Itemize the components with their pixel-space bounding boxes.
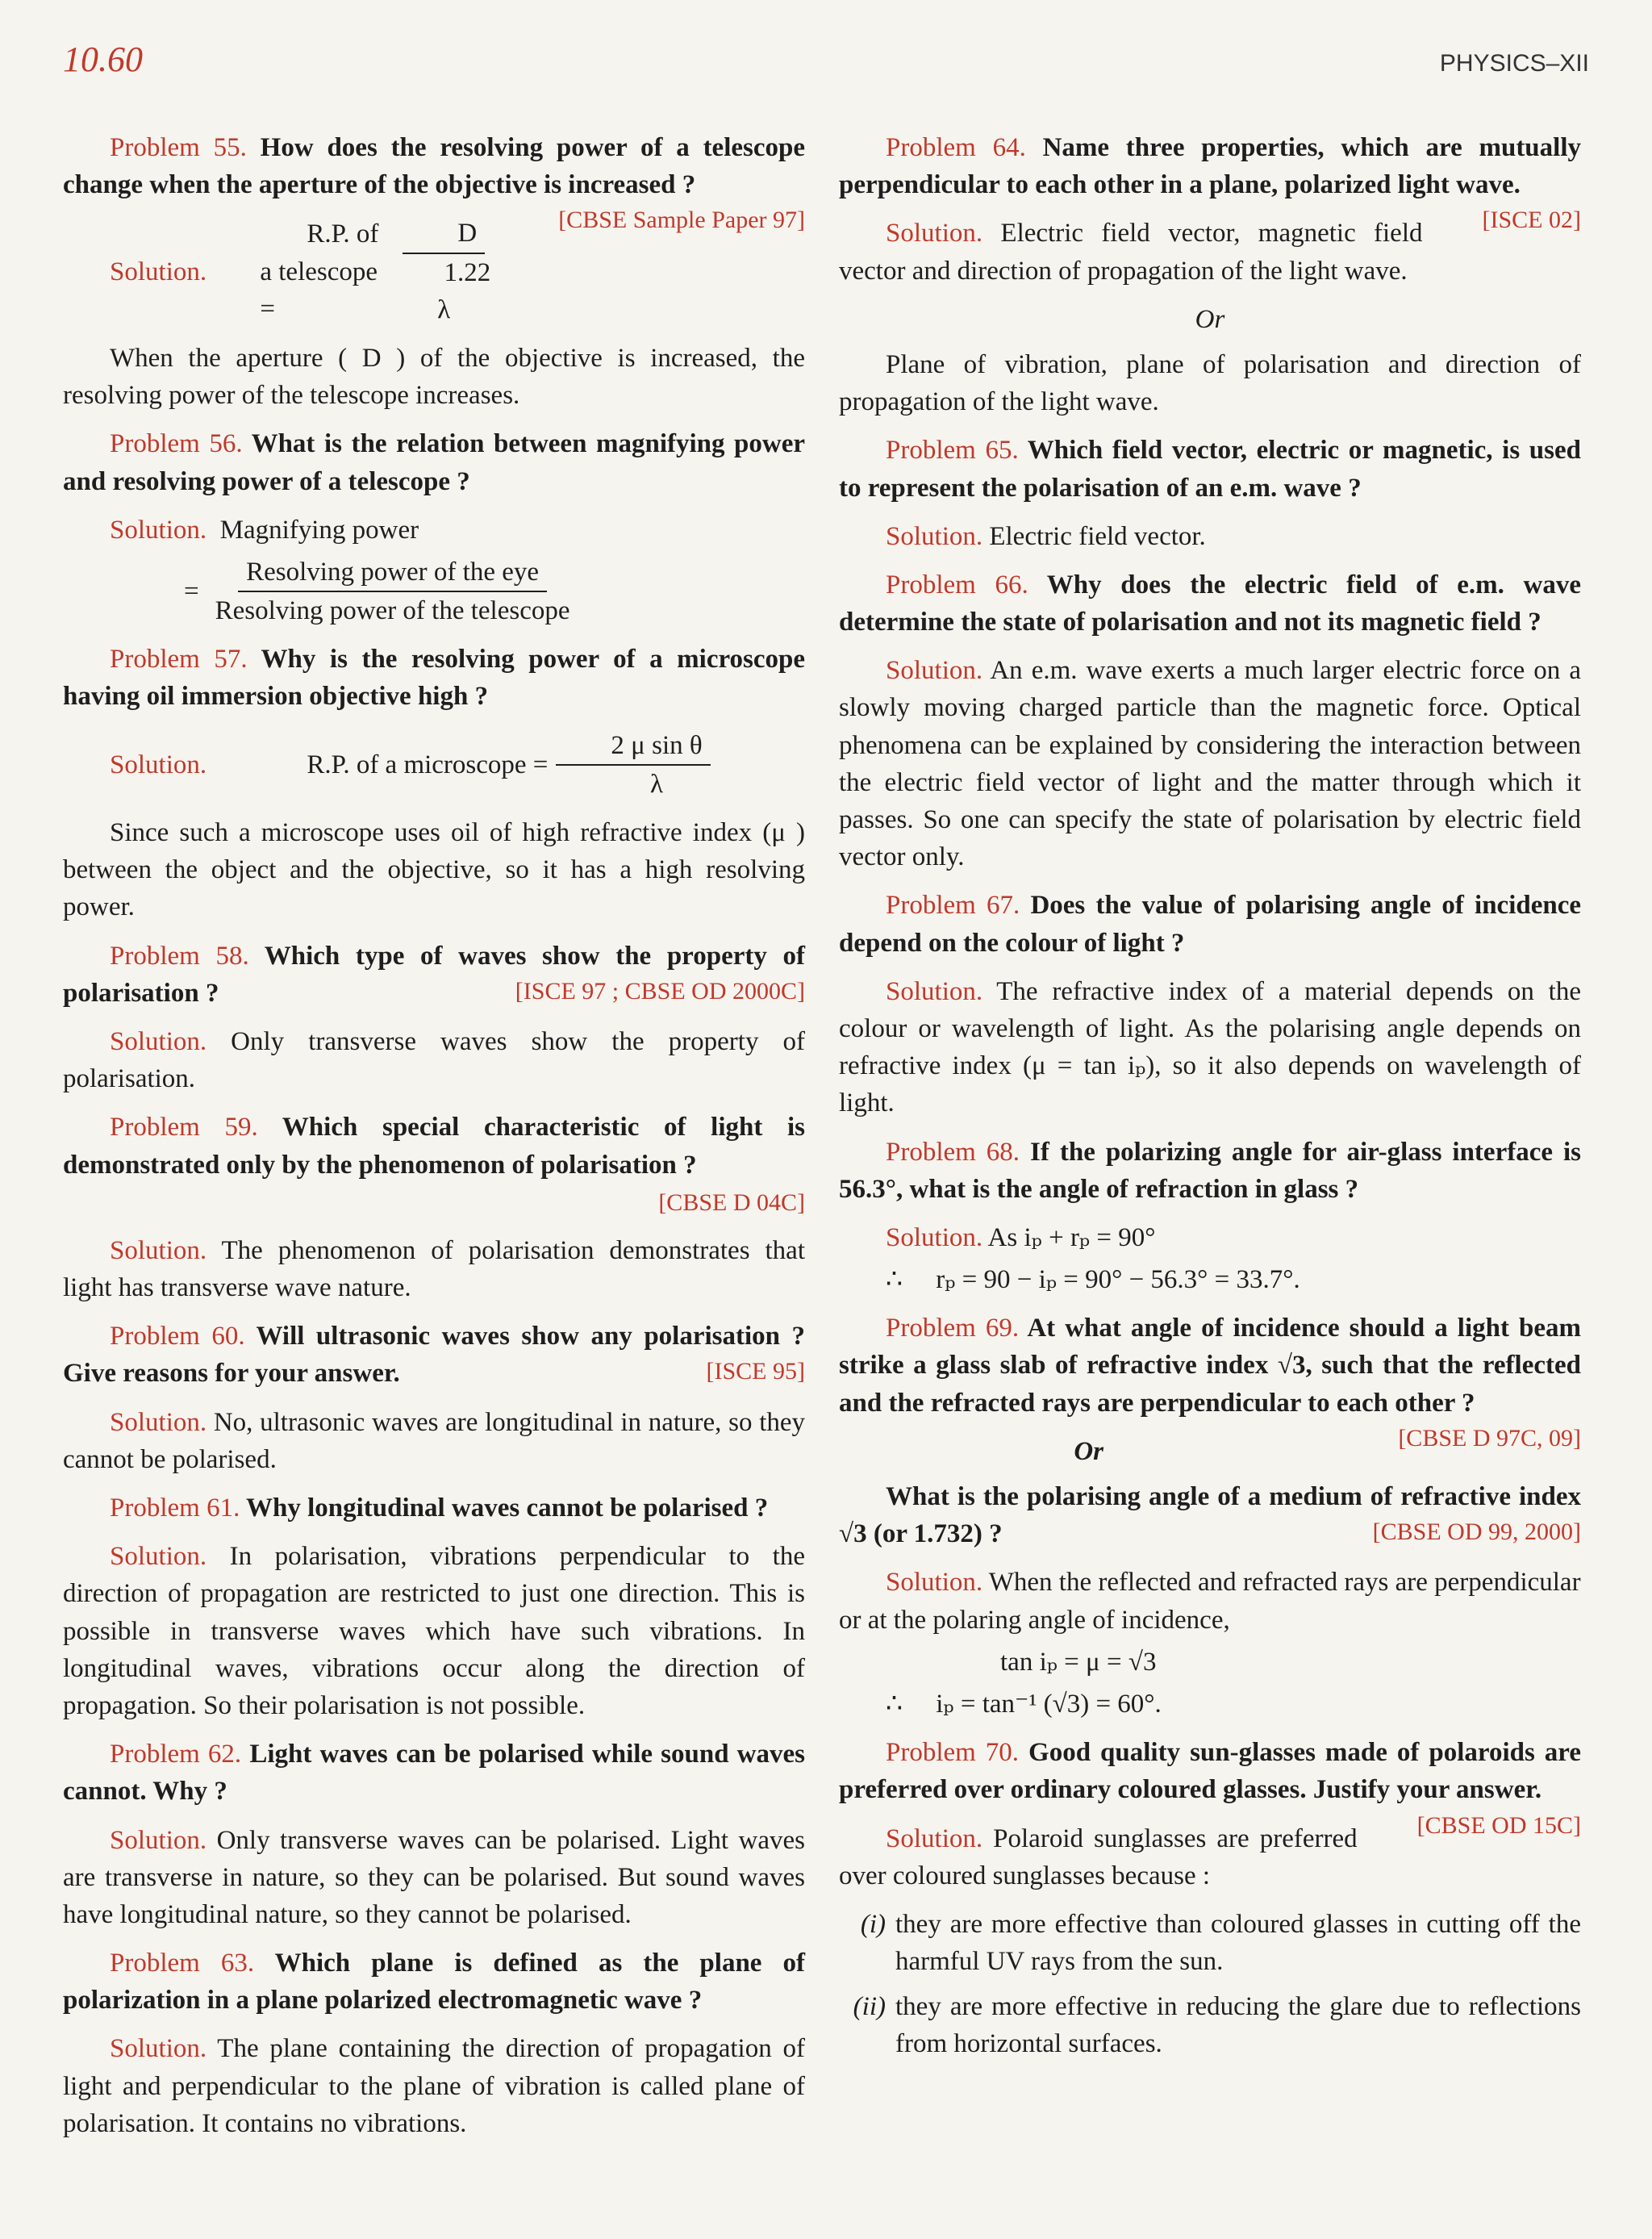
- problem-61: [63, 1489, 805, 1527]
- problem-56: [63, 425, 805, 499]
- solution-text: An e.m. wave exerts a much larger electric force on a slowly moving charged particle than the magnetic force. Optical phenomena can be explained by considering the interaction between the electric field vector of light and the matter through which it passes. So one can specify the state of polarisation by electric field vector only.: [839, 656, 1581, 872]
- solution-60: [63, 1404, 805, 1478]
- solution-57-text: Since such a microscope uses oil of high refractive index (μ ) between the object and the objective, so it has a high resolving power.: [63, 818, 805, 922]
- solution-text: Only transverse waves can be polarised. Light waves are transverse in nature, so they can be polarised. But sound waves have longitudinal nature, so they cannot be polarised.: [63, 1825, 806, 1929]
- exam-reference: [CBSE OD 99, 2000]: [1372, 1518, 1581, 1546]
- list-marker: (i): [860, 1909, 886, 1939]
- problem-text: Why does the electric field of e.m. wave determine the state of polarisation and not its magnetic field ?: [839, 570, 1582, 637]
- problem-67: [839, 887, 1581, 961]
- exam-reference: [CBSE Sample Paper 97]: [558, 207, 805, 234]
- problem-text: Why is the resolving power of a microscope having oil immersion objective high ?: [63, 645, 806, 712]
- problem-label: Problem 63.: [110, 1949, 255, 1978]
- problem-text: Name three properties, which are mutually perpendicular to each other in a plane, polarized light wave.: [839, 133, 1581, 200]
- list-item-text: they are more effective than coloured glasses in cutting off the harmful UV rays from the sun.: [895, 1909, 1581, 1977]
- solution-text: In polarisation, vibrations perpendicular to the direction of propagation are restricted to just one direction. This is possible in transverse waves which have such vibrations. In longitudinal waves, vibrations occur along the direction of propagation. So their polarisation is not possible.: [63, 1542, 805, 1720]
- left-column: [63, 129, 805, 2153]
- problem-text: Does the value of polarising angle of incidence depend on the colour of light ?: [839, 891, 1582, 958]
- solution-label: Solution.: [110, 1542, 207, 1572]
- solution-70-list: [839, 1906, 1581, 2063]
- or-divider: Or: [1195, 304, 1225, 334]
- problem-55: [63, 129, 806, 234]
- fraction-denominator: Resolving power of the telescope: [215, 596, 570, 626]
- solution-65: [839, 518, 1581, 555]
- list-item: [839, 1988, 1581, 2062]
- problem-57: [63, 641, 805, 715]
- problem-69-alt: [839, 1478, 1581, 1552]
- solution-label: Solution.: [110, 1407, 207, 1437]
- solution-label: Solution.: [886, 219, 983, 249]
- solution-text: As iₚ + rₚ = 90°: [987, 1222, 1156, 1252]
- right-column: [839, 129, 1581, 2071]
- solution-text: Magnifying power: [219, 515, 419, 545]
- page-header: [63, 39, 1589, 95]
- problem-text: Which field vector, electric or magnetic, is used to represent the polarisation of an e.m. wave ?: [839, 436, 1581, 503]
- solution-label: Solution.: [886, 1222, 983, 1252]
- problem-label: Problem 58.: [110, 941, 249, 971]
- solution-61: [63, 1538, 805, 1724]
- solution-64-alt: Plane of vibration, plane of polarisation and direction of propagation of the light wave.: [839, 349, 1581, 417]
- solution-label: Solution.: [886, 1568, 983, 1598]
- problem-text: Light waves can be polarised while sound waves cannot. Why ?: [63, 1740, 806, 1807]
- fraction: [389, 215, 499, 328]
- problem-text: Will ultrasonic waves show any polarisation ? Give reasons for your answer.: [63, 1322, 806, 1389]
- problem-text: Good quality sun-glasses made of polaroids are preferred over ordinary coloured glasses. Justify your answer.: [839, 1738, 1581, 1805]
- solution-text: The plane containing the direction of propagation of light and perpendicular to the plane of vibration is called plane of polarisation. It contains no vibrations.: [63, 2034, 805, 2138]
- solution-55-formula: [63, 215, 499, 328]
- solution-text: When the reflected and refracted rays are perpendicular or at the polaring angle of incidence,: [839, 1568, 1581, 1635]
- solution-66: [839, 652, 1581, 875]
- running-head-subject: PHYSICS–XII: [1439, 50, 1589, 77]
- problem-58: [63, 938, 805, 1012]
- solution-text: Electric field vector, magnetic field vector and direction of propagation of the light wave.: [839, 219, 1423, 286]
- list-item-text: they are more effective in reducing the glare due to reflections from horizontal surfaces.: [895, 1992, 1581, 2059]
- fraction-numerator: Resolving power of the eye: [238, 553, 547, 592]
- equals-sign: =: [184, 576, 199, 606]
- exam-reference: [CBSE D 04C]: [658, 1188, 805, 1216]
- solution-68-result: ∴ rₚ = 90 − iₚ = 90° − 56.3° = 33.7°.: [886, 1265, 1300, 1295]
- problem-text: At what angle of incidence should a light beam strike a glass slab of refractive index √3, such that the reflected and the refracted rays are perpendicular to each other ?: [839, 1314, 1582, 1418]
- problem-label: Problem 69.: [886, 1314, 1020, 1343]
- problem-label: Problem 68.: [886, 1137, 1020, 1167]
- problem-text: How does the resolving power of a telescope change when the aperture of the objective is increased ?: [63, 133, 806, 200]
- problem-66: [839, 566, 1581, 641]
- solution-label: Solution.: [110, 515, 207, 545]
- problem-label: Problem 62.: [110, 1740, 242, 1769]
- fraction-denominator: 1.22 λ: [437, 257, 491, 324]
- solution-67: [839, 973, 1581, 1122]
- solution-69-eq2: ∴ iₚ = tan⁻¹ (√3) = 60°.: [886, 1689, 1162, 1719]
- problem-label: Problem 59.: [110, 1113, 258, 1142]
- exam-reference: [ISCE 95]: [706, 1358, 805, 1385]
- solution-label: Solution.: [110, 1026, 207, 1056]
- solution-label: Solution.: [886, 521, 983, 551]
- solution-text: Polaroid sunglasses are preferred over coloured sunglasses because :: [839, 1823, 1358, 1890]
- solution-55-text: When the aperture ( D ) of the objective is increased, the resolving power of the telescope increases.: [63, 343, 805, 411]
- problem-65: [839, 432, 1581, 506]
- problem-label: Problem 67.: [886, 891, 1020, 921]
- solution-63: [63, 2030, 805, 2142]
- solution-56-formula: [63, 553, 805, 629]
- solution-label: Solution.: [110, 257, 207, 286]
- problem-label: Problem 66.: [886, 570, 1028, 599]
- solution-text: Electric field vector.: [989, 521, 1206, 551]
- problem-text: Why longitudinal waves cannot be polarised ?: [245, 1493, 769, 1523]
- problem-text: What is the polarising angle of a medium of refractive index √3 (or 1.732) ?: [839, 1482, 1581, 1549]
- problem-text: What is the relation between magnifying power and resolving power of a telescope ?: [63, 429, 806, 496]
- solution-62: [63, 1822, 805, 1934]
- problem-label: Problem 70.: [886, 1738, 1020, 1768]
- formula-lhs: R.P. of a microscope =: [307, 750, 549, 779]
- formula-lhs: R.P. of a telescope =: [260, 219, 379, 324]
- exam-reference: [CBSE OD 15C]: [1416, 1811, 1581, 1839]
- solution-57-formula: [63, 727, 805, 803]
- fraction-denominator: λ: [650, 769, 664, 799]
- solution-69-eq1: tan iₚ = μ = √3: [1000, 1647, 1157, 1677]
- problem-text: Which plane is defined as the plane of polarization in a plane polarized electromagnetic wave ?: [63, 1949, 806, 2016]
- exam-reference: [ISCE 02]: [1482, 207, 1581, 234]
- solution-label: Solution.: [110, 1825, 207, 1855]
- problem-label: Problem 56.: [110, 429, 243, 459]
- solution-59: [63, 1232, 805, 1306]
- problem-label: Problem 55.: [110, 133, 247, 162]
- problem-63: [63, 1945, 805, 2019]
- solution-text: The refractive index of a material depends on the colour or wavelength of light. As the polarising angle depends on refractive index (μ = tan iₚ), so it also depends on wavelength of light.: [839, 976, 1581, 1118]
- problem-59: [63, 1109, 805, 1221]
- problem-label: Problem 65.: [886, 436, 1019, 466]
- fraction: [556, 727, 710, 803]
- problem-label: Problem 57.: [110, 645, 248, 675]
- solution-label: Solution.: [886, 976, 983, 1006]
- problem-text: Which type of waves show the property of polarisation ?: [63, 941, 805, 1008]
- list-item: [839, 1906, 1581, 1980]
- fraction-numerator: 2 μ sin θ: [556, 727, 710, 766]
- solution-label: Solution.: [886, 1823, 983, 1853]
- solution-69: [839, 1564, 1581, 1638]
- exam-reference: [ISCE 97 ; CBSE OD 2000C]: [515, 977, 805, 1005]
- problem-68: [839, 1134, 1581, 1208]
- solution-56: [63, 512, 805, 549]
- solution-text: The phenomenon of polarisation demonstrates that light has transverse wave nature.: [63, 1235, 805, 1303]
- solution-68: [839, 1219, 1581, 1256]
- problem-text: Which special characteristic of light is demonstrated only by the phenomenon of polarisation ?: [63, 1113, 805, 1180]
- solution-label: Solution.: [110, 1235, 207, 1265]
- page-number: 10.60: [63, 40, 143, 79]
- solution-text: No, ultrasonic waves are longitudinal in nature, so they cannot be polarised.: [63, 1407, 806, 1474]
- problem-62: [63, 1736, 805, 1810]
- or-divider: Or: [1074, 1436, 1103, 1466]
- fraction-numerator: D: [403, 215, 485, 253]
- solution-label: Solution.: [110, 750, 207, 779]
- fraction: [207, 553, 578, 629]
- problem-60: [63, 1318, 805, 1392]
- solution-text: Only transverse waves show the property of polarisation.: [63, 1026, 806, 1094]
- problem-label: Problem 61.: [110, 1493, 240, 1523]
- exam-reference: [CBSE D 97C, 09]: [1398, 1424, 1581, 1452]
- solution-58: [63, 1023, 805, 1097]
- problem-text: If the polarizing angle for air-glass interface is 56.3°, what is the angle of refraction in glass ?: [839, 1137, 1581, 1204]
- list-marker: (ii): [853, 1992, 886, 2022]
- problem-label: Problem 60.: [110, 1322, 245, 1351]
- problem-label: Problem 64.: [886, 133, 1026, 162]
- solution-label: Solution.: [110, 2034, 207, 2064]
- solution-label: Solution.: [886, 656, 983, 686]
